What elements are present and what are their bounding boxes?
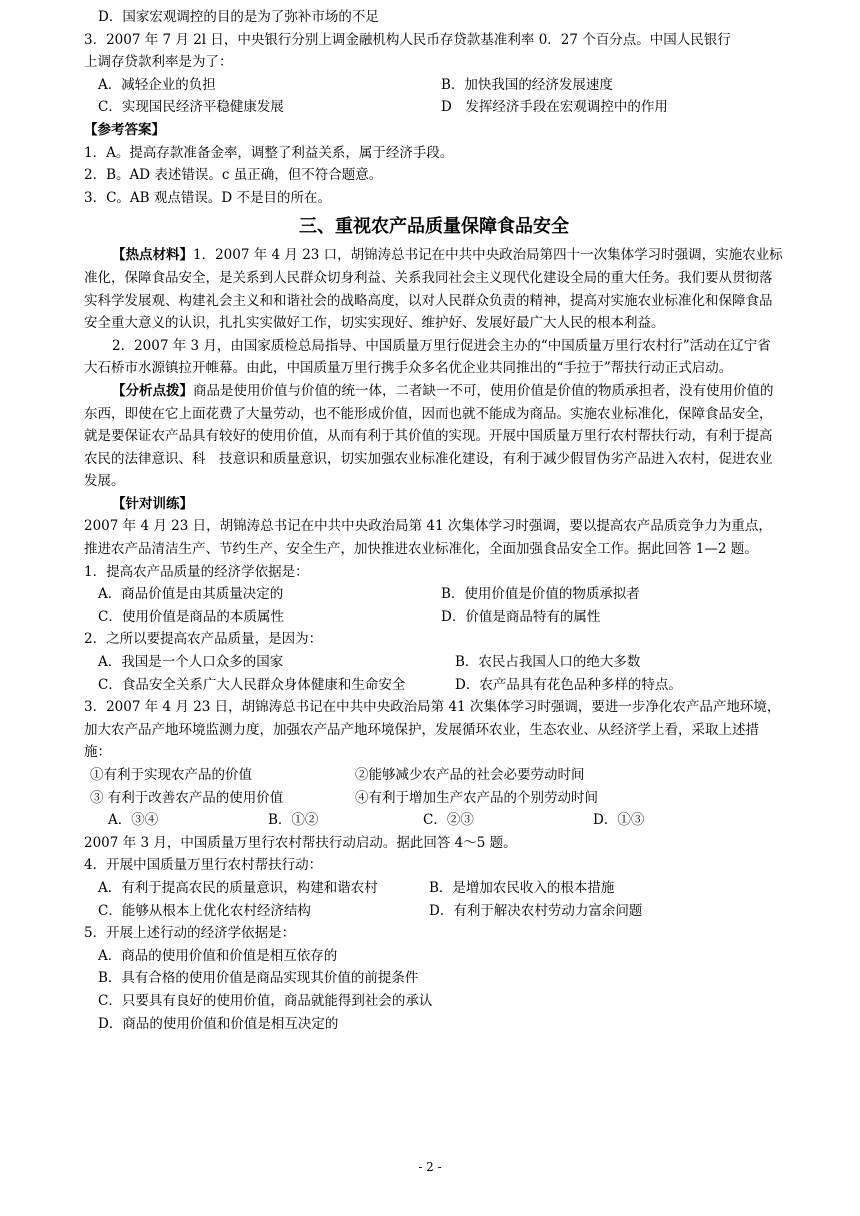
q3-options-row1: [84, 74, 784, 97]
q3-stem-line1: 3．2007 年 7 月 2l 日，中央银行分别上调金融机构人民币存贷款基准利率 0．27 个百分点。中国人民银行: [84, 31, 731, 48]
question-5: 5．开展上述行动的经济学依据是：: [84, 925, 296, 942]
training-intro: 2007 年 4 月 23 日，胡锦涛总书记在中共中央政治局第 41 次集体学习时强调，要以提高农产品质竞争力为重点，推进农产品清洁生产、节约生产、安全生产，加快推进农业标准化，全面加强食品安全工作。据此回答 1—2 题。: [84, 518, 772, 558]
q3-choice-d: D．①③: [593, 812, 645, 829]
q2-option-d: D．农产品具有花色品种多样的特点。: [455, 676, 682, 693]
q5-option-c: C．只要具有良好的使用价值，商品就能得到社会的承认: [98, 992, 433, 1009]
training-intro-2: 2007 年 3 月，中国质量万里行农村帮扶行动启动。据此回答 4～5 题。: [84, 834, 517, 851]
q3-options-row2: [84, 96, 784, 119]
q2-option-c: C．食品安全关系广大人民群众身体健康和生命安全: [98, 676, 406, 693]
page-number: - 2 -: [418, 1160, 442, 1174]
hot-material-label: 【热点材料】: [112, 247, 193, 264]
answer-3: 3．C。AB 观点错误。D 不是目的所在。: [84, 189, 331, 206]
q3-choice-c: C．②③: [423, 812, 474, 829]
q3-statements-row1: [84, 764, 784, 787]
section-title: 三、重视农产品质量保障食品安全: [299, 216, 569, 238]
q3-statement-1: ①有利于实现农产品的价值: [90, 767, 252, 783]
analysis-label: 【分析点拨】: [112, 382, 193, 399]
q4-option-a: A．有利于提高农民的质量意识，构建和谐农村: [98, 879, 378, 896]
question-3: 3．2007 年 4 月 23 日，胡锦涛总书记在中共中央政治局第 41 次集体学习时强调，要进一步净化农产品产地环境，加大农产品产地环境监测力度，加强农产品产地环境保护，发展循环农业，生态农业、从经济学上看，采取上述措施：: [84, 699, 781, 761]
question-1: 1．提高农产品质量的经济学依据是：: [84, 563, 309, 580]
q3-statements-row2: [84, 787, 784, 810]
q4-options-row2: [84, 900, 784, 923]
q1-options-row1: [84, 583, 784, 606]
prev-option-d: D．国家宏观调控的目的是为了弥补市场的不足: [98, 9, 379, 25]
q3-option-a: A．减轻企业的负担: [98, 76, 216, 93]
q1-option-a: A．商品价值是由其质量决定的: [98, 586, 284, 603]
q5-option-b: B．具有合格的使用价值是商品实现其价值的前提条件: [98, 970, 419, 987]
q4-options-row1: [84, 877, 784, 900]
q2-option-b: B．农民占我国人口的绝大多数: [455, 654, 641, 671]
q2-options-row2: [84, 674, 784, 697]
q2-options-row1: [84, 651, 784, 674]
q4-option-b: B．是增加农民收入的根本措施: [429, 879, 615, 896]
analysis-text: 商品是使用价值与价值的统一体，二者缺一不可，使用价值是价值的物质承担者，没有使用价值的东西，即使在它上面花费了大量劳动，也不能形成价值，因而也就不能成为商品。实施农业标准化，保障食品安全，就是要保证农产品具有较好的使用价值，从而有利于其价值的实现。开展中国质量万里行农村帮扶行动，有利于提高农民的法律意识、科 技意识和质量意识，切实加强农业标准化建设，有利于减少假冒伪劣产品进入农村，促进农业发展。: [84, 382, 774, 490]
q4-option-c: C．能够从根本上优化农村经济结构: [98, 902, 311, 919]
question-2: 2．之所以要提高农产品质量，是因为：: [84, 631, 323, 648]
training-header: 【针对训练】: [112, 495, 193, 512]
q3-statement-4: ④有利于增加生产农产品的个别劳动时间: [355, 789, 598, 806]
q3-choice-b: B．①②: [268, 812, 319, 829]
document-page: [84, 6, 784, 1035]
answer-1: 1．A。提高存款准备金率，调整了利益关系，属于经济手段。: [84, 144, 454, 161]
hot-material-paragraph-1: [84, 244, 784, 334]
question-4: 4．开展中国质量万里行农村帮扶行动：: [84, 857, 323, 874]
q3-choices-row: [84, 809, 784, 832]
q3-statement-3: ③ 有利于改善农产品的使用价值: [90, 789, 284, 806]
q3-option-d: D 发挥经济手段在宏观调控中的作用: [441, 99, 668, 116]
hot-material-text-1: 1．2007 年 4 月 23 口，胡锦涛总书记在中共中央政治局第四十一次集体学习时强调，实施农业标准化，保障食品安全，是关系到人民群众切身利益、关系我同社会主义现代化建设全局的重大任务。我们要从贯彻落实科学发展观、构建礼会主义和和谐社会的战略高度，以对人民群众负责的精神，提高对实施农业标准化和保障食品安全重大意义的认识，扎扎实实做好工作，切实实现好、维护好、发展好最广大人民的根本利益。: [84, 247, 783, 332]
hot-material-paragraph-2: 2．2007 年 3 月，由国家质检总局指导、中国质量万里行促进会主办的“中国质量万里行农村行”活动在辽宁省大石桥市水源镇拉开帷幕。由此，中国质量万里行携手众多名优企业共同推出的“手拉于”帮扶行动正式启动。: [84, 337, 771, 377]
q1-option-d: D．价值是商品特有的属性: [441, 608, 601, 625]
q2-option-a: A．我国是一个人口众多的国家: [98, 654, 284, 671]
q3-choice-a: A．③④: [108, 812, 159, 829]
answer-2: 2．B。AD 表述错误。c 虽正确，但不符合题意。: [84, 167, 383, 184]
q1-option-c: C．使用价值是商品的本质属性: [98, 608, 284, 625]
q4-option-d: D．有利于解决农村劳动力富余问题: [429, 902, 643, 919]
q3-stem-line2: 上调存贷款利率是为了：: [84, 54, 233, 71]
q3-statement-2: ②能够减少农产品的社会必要劳动时间: [355, 767, 585, 783]
q1-option-b: B．使用价值是价值的物质承拟者: [441, 586, 640, 603]
analysis-paragraph: [84, 380, 784, 493]
q1-options-row2: [84, 606, 784, 629]
q5-option-d: D．商品的使用价值和价值是相互决定的: [98, 1015, 339, 1032]
q3-option-b: B．加快我国的经济发展速度: [441, 76, 613, 93]
q5-option-a: A．商品的使用价值和价值是相互依存的: [98, 947, 338, 964]
q3-option-c: C．实现国民经济平稳健康发展: [98, 99, 284, 116]
answers-header: 【参考答案】: [84, 121, 165, 138]
